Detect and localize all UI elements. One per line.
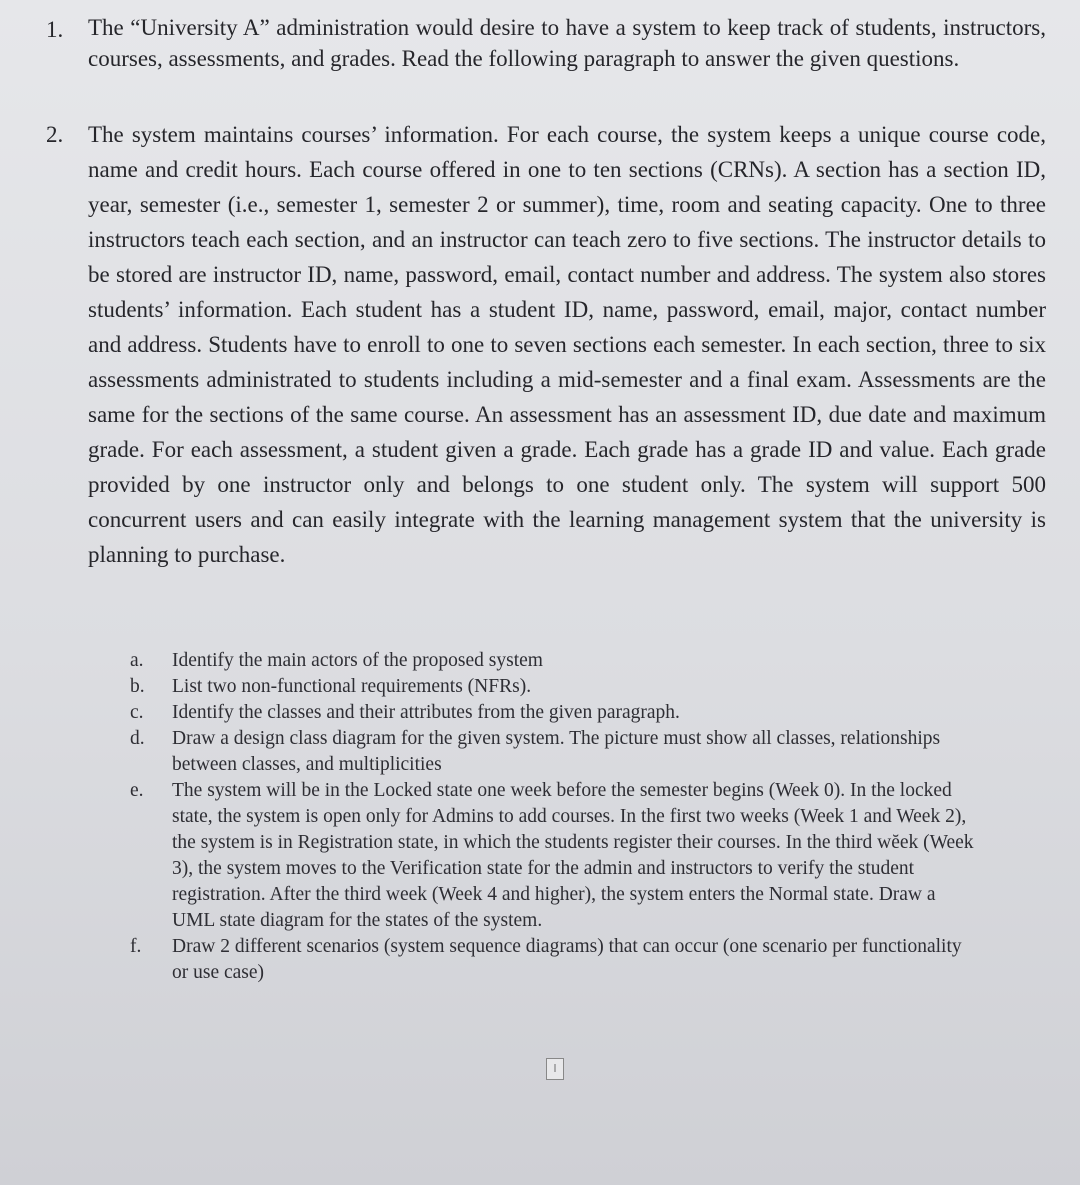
sub-question-letter: a. [130,650,144,671]
question-1-number: 1. [46,17,64,42]
sub-question-list [130,648,980,986]
question-2-number: 2. [46,122,64,147]
sub-question-text: The system will be in the Locked state one week before the semester begins (Week 0). In the locked state, the system is open only for Admins to add courses. In the first two weeks (Week 1 and Week 2), the system is in Registration state, in which the students register their courses. In the third wĕek (Week 3), the system moves to the Verification state for the admin and instructors to verify the student registration. After the third week (Week 4 and higher), the system enters the Normal state. Draw a UML state diagram for the states of the system. [172,780,974,931]
sub-question-text: List two non-functional requirements (NFRs). [172,676,532,697]
sub-question-b [130,674,980,700]
sub-question-text: Identify the classes and their attributes from the given paragraph. [172,702,680,723]
question-1-text: The “University A” administration would desire to have a system to keep track of students, instructors, courses, assessments, and grades. Read the following paragraph to answer the given questions. [88,15,1046,71]
question-2-text: The system maintains courses’ information. For each course, the system keeps a unique course code, name and credit hours. Each course offered in one to ten sections (CRNs). A section has a section ID, year, semester (i.e., semester 1, semester 2 or summer), time, room and seating capacity. One to three instructors teach each section, and an instructor can teach zero to five sections. The instructor details to be stored are instructor ID, name, password, email, contact number and address. The system also stores students’ information. Each student has a student ID, name, password, email, major, contact number and address. Students have to enroll to one to seven sections each semester. In each section, three to six assessments administrated to students including a mid-semester and a final exam. Assessments are the same for the sections of the same course. An assessment has an assessment ID, due date and maximum grade. For each assessment, a student given a grade. Each grade has a grade ID and value. Each grade provided by one instructor only and belongs to one student only. The system will support 500 concurrent users and can easily integrate with the learning management system that the university is planning to purchase. [88,122,1046,567]
sub-question-e [130,778,980,934]
sub-question-letter: e. [130,780,144,801]
sub-question-letter: b. [130,676,145,697]
sub-question-text: Draw a design class diagram for the given system. The picture must show all classes, relationships between classes, and multiplicities [172,728,941,775]
sub-question-letter: f. [130,936,142,957]
sub-question-text: Identify the main actors of the proposed system [172,650,543,671]
sub-question-letter: d. [130,728,145,749]
sub-question-letter: c. [130,702,144,723]
question-1 [46,12,1046,74]
sub-question-f [130,934,980,986]
sub-question-c [130,700,980,726]
text-cursor-icon: I [546,1058,564,1080]
sub-question-text: Draw 2 different scenarios (system sequence diagrams) that can occur (one scenario per functionality or use case) [172,936,962,983]
question-2 [46,117,1046,572]
sub-question-d [130,726,980,778]
sub-question-a [130,648,980,674]
